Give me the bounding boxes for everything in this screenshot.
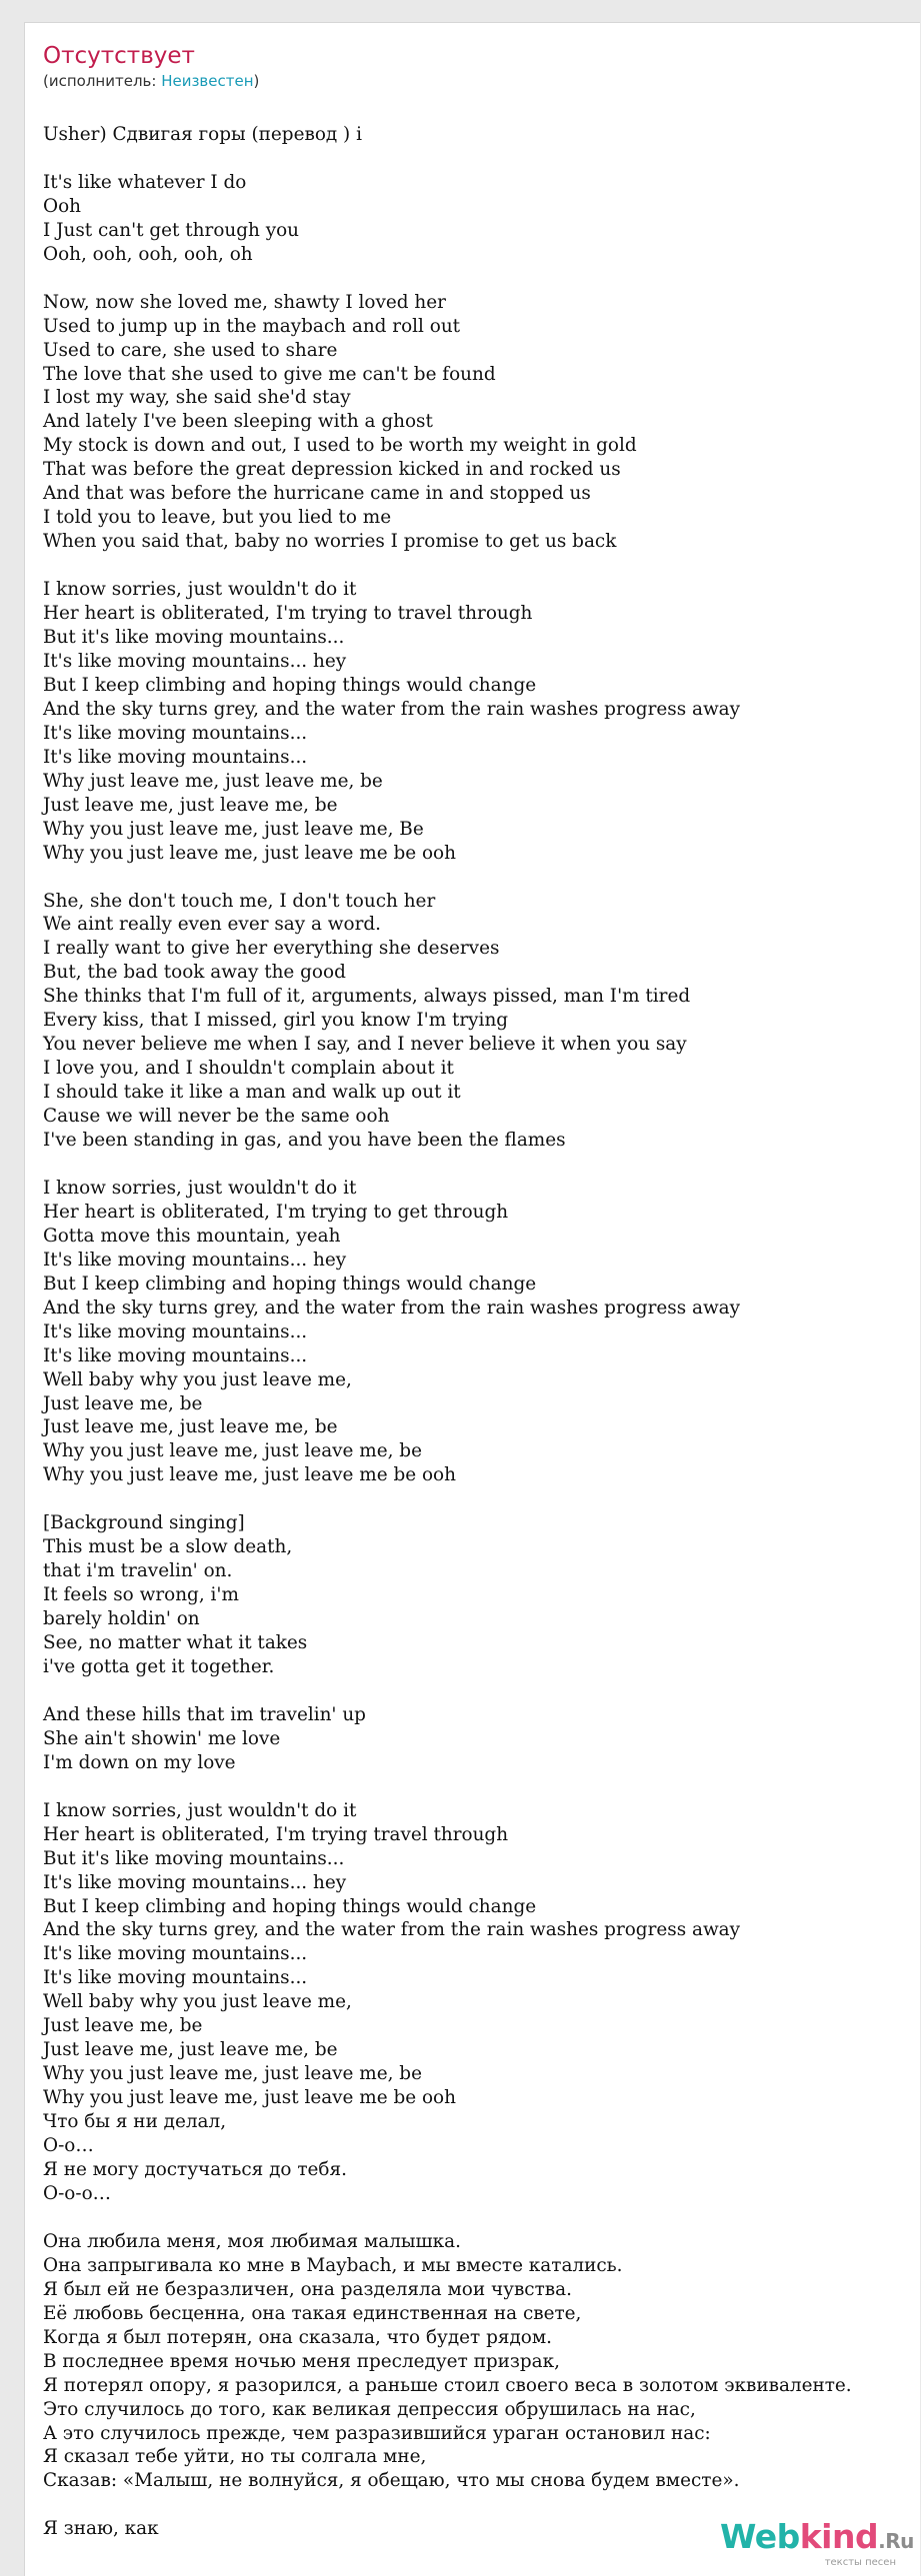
lyrics-text: Usher) Сдвигая горы (перевод ) i It's like whatever I do Ooh I Just can't get through you Ooh, ooh, ooh, ooh, oh Now, now she loved me, shawty I loved her Used to jump up in the maybach and roll out Used to care, she used to share The love that she used to give me can't be found I lost my way, she said she'd stay And lately I've been sleeping with a ghost My stock is down and out, I used to be worth my weight in gold That was before the great depression kicked in and rocked us And that was before the hurricane came in and stopped us I told you to leave, but you lied to me When you said that, baby no worries I promise to get us back I know sorries, just wouldn't do it Her heart is obliterated, I'm trying to travel through But it's like moving mountains... It's like moving mountains... hey But I keep climbing and hoping things would change And the sky turns grey, and the water from the rain washes progress away It's like moving mountains... It's like moving mountains... Why just leave me, just leave me, be Just leave me, just leave me, be Why you just leave me, just leave me, Be Why you just leave me, just leave me be ooh She, she don't touch me, I don't touch her We aint really even ever say a word. I really want to give her everything she deserves But, the bad took away the good She thinks that I'm full of it, arguments, always pissed, man I'm tired Every kiss, that I missed, girl you know I'm trying You never believe me when I say, and I never believe it when you say I love you, and I shouldn't complain about it I should take it like a man and walk up out it Cause we will never be the same ooh I've been standing in gas, and you have been the flames I know sorries, just wouldn't do it Her heart is obliterated, I'm trying to get through Gotta move this mountain, yeah It's like moving mountains... hey But I keep climbing and hoping things would change And the sky turns grey, and the water from the rain washes progress away It's like moving mountains... It's like moving mountains... Well baby why you just leave me, Just leave me, be Just leave me, just leave me, be Why you just leave me, just leave me, be Why you just leave me, just leave me be ooh [Background singing] This must be a slow death, that i'm travelin' on. It feels so wrong, i'm barely holdin' on See, no matter what it takes i've gotta get it together. And these hills that im travelin' up She ain't showin' me love I'm down on my love I know sorries, just wouldn't do it Her heart is obliterated, I'm trying travel through But it's like moving mountains... It's like moving mountains... hey But I keep climbing and hoping things would change And the sky turns grey, and the water from the rain washes progress away It's like moving mountains... It's like moving mountains... Well baby why you just leave me, Just leave me, be Just leave me, just leave me, be Why you just leave me, just leave me, be Why you just leave me, just leave me be ooh Что бы я ни делал, О-о… Я не могу достучаться до тебя. О-о-о… Она любила меня, моя любимая малышка. Она запрыгивала ко мне в Maybach, и мы вместе катались. Я был ей не безразличен, она разделяла мои чувства. Её любовь бесценна, она такая единственная на свете, Когда я был потерян, она сказала, что будет рядом. В последнее время ночью меня преследует призрак, Я потерял опору, я разорился, а раньше стоил своего веса в золотом эквиваленте. Это случилось до того, как великая депрессия обрушилась на нас, А это случилось прежде, чем разразившийся ураган остановил нас: Я сказал тебе уйти, но ты солгала мне, Сказав: «Малыш, не волнуйся, я обещаю, что мы снова будем вместе». Я знаю, как — [43, 124, 852, 2540]
artist-prefix: (исполнитель: — [43, 72, 162, 90]
webkind-logo[interactable] — [720, 2517, 914, 2568]
artist-link[interactable]: Неизвестен — [161, 72, 254, 90]
lyrics-card — [24, 22, 920, 2576]
logo-kind: kind — [799, 2517, 879, 2556]
logo-ru: .Ru — [878, 2529, 914, 2553]
artist-suffix: ) — [253, 72, 260, 90]
artist-line — [43, 71, 259, 91]
song-title: Отсутствует — [43, 43, 195, 69]
logo-wordmark — [720, 2517, 914, 2558]
logo-tagline: тексты песен — [824, 2557, 896, 2568]
logo-web: Web — [720, 2517, 800, 2556]
